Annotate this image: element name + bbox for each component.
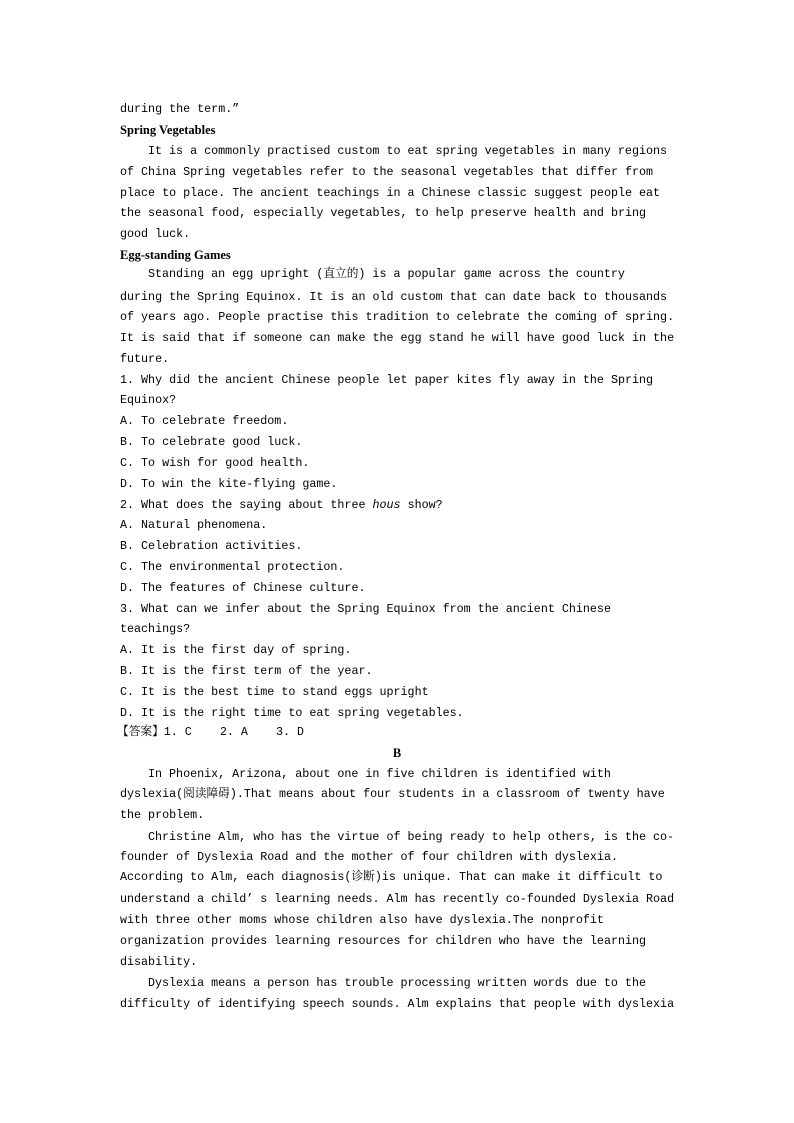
text-line [120, 456, 309, 470]
text-line [120, 186, 660, 200]
text-span: of China Spring vegetables refer to the seasonal vegetables that differ from [120, 165, 654, 179]
text-line [120, 706, 464, 720]
answer-key [117, 725, 304, 739]
italic-term: hous [372, 498, 401, 512]
text-line [120, 102, 239, 116]
section-heading [0, 746, 794, 760]
text-span: Dyslexia means a person has trouble processing written words due to the [148, 976, 646, 990]
text-span: It is a commonly practised custom to eat spring vegetables in many regions [148, 144, 668, 158]
text-line [120, 352, 169, 366]
text-line [120, 685, 429, 699]
text-span: D. The features of Chinese culture. [120, 581, 366, 595]
text-line [120, 414, 288, 428]
text-span: with three other moms whose children also have dyslexia.The nonprofit [120, 913, 604, 927]
text-span: the seasonal food, especially vegetables, to help preserve health and bring [120, 206, 647, 220]
text-span: A. It is the first day of spring. [120, 643, 352, 657]
text-span: understand a child’ s learning needs. Alm has recently co-founded Dyslexia Road [120, 892, 675, 906]
text-span: D. It is the right time to eat spring vegetables. [120, 706, 464, 720]
text-line [120, 787, 665, 801]
text-span: In Phoenix, Arizona, about one in five children is identified with [148, 767, 611, 781]
text-span: Egg-standing Games [120, 248, 231, 262]
text-line [148, 767, 611, 781]
text-line [120, 870, 662, 884]
text-span: 2. What does the saying about three [120, 498, 373, 512]
text-span: the problem. [120, 808, 205, 822]
text-span: 3. What can we infer about the Spring Equinox from the ancient Chinese [120, 602, 611, 616]
text-span: B. To celebrate good luck. [120, 435, 303, 449]
text-span: Standing an egg upright (直立的) is a popular game across the country [148, 267, 625, 281]
text-line [120, 892, 674, 906]
text-line [120, 393, 176, 407]
text-line [120, 331, 674, 345]
text-span: Christine Alm, who has the virtue of being ready to help others, is the co- [148, 830, 675, 844]
text-span: D. To win the kite-flying game. [120, 477, 338, 491]
text-span: dyslexia(阅读障碍).That means about four students in a classroom of twenty have [120, 787, 665, 801]
text-span: Equinox? [120, 393, 177, 407]
text-span: disability. [120, 955, 198, 969]
text-line [120, 435, 302, 449]
text-line [120, 227, 190, 241]
text-span: 【答案】1. C 2. A 3. D [117, 725, 305, 739]
section-heading [120, 248, 231, 262]
text-span: of years ago. People practise this tradition to celebrate the coming of spring. [120, 310, 675, 324]
text-line [148, 144, 667, 158]
text-span: C. It is the best time to stand eggs upright [120, 685, 429, 699]
text-span: show? [400, 498, 443, 512]
text-line [120, 643, 351, 657]
text-line [120, 165, 653, 179]
text-line [120, 808, 204, 822]
text-span: B. It is the first term of the year. [120, 664, 373, 678]
text-line [120, 934, 646, 948]
text-span: C. The environmental protection. [120, 560, 345, 574]
text-span: during the term.” [120, 102, 240, 116]
text-line [120, 498, 443, 512]
text-line [120, 850, 618, 864]
text-line [120, 290, 667, 304]
text-span: 1. Why did the ancient Chinese people let paper kites fly away in the Spring [120, 373, 654, 387]
text-line [120, 581, 365, 595]
text-span: According to Alm, each diagnosis(诊断)is unique. That can make it difficult to [120, 870, 663, 884]
text-span: place to place. The ancient teachings in a Chinese classic suggest people eat [120, 186, 661, 200]
text-span: during the Spring Equinox. It is an old custom that can date back to thousands [120, 290, 668, 304]
text-line [120, 602, 611, 616]
text-line [120, 373, 653, 387]
text-line [120, 560, 344, 574]
text-line [120, 518, 267, 532]
text-span: future. [120, 352, 170, 366]
text-span: difficulty of identifying speech sounds. Alm explains that people with dyslexia [120, 997, 675, 1011]
text-line [120, 310, 674, 324]
text-span: teachings? [120, 622, 191, 636]
text-span: good luck. [120, 227, 191, 241]
text-line [120, 913, 604, 927]
text-line [120, 955, 197, 969]
text-line [148, 830, 674, 844]
text-line [148, 976, 646, 990]
text-span: A. Natural phenomena. [120, 518, 268, 532]
section-heading [120, 123, 216, 137]
text-span: It is said that if someone can make the egg stand he will have good luck in the [120, 331, 675, 345]
text-span: B [392, 746, 402, 760]
text-line [120, 622, 190, 636]
text-span: A. To celebrate freedom. [120, 414, 289, 428]
text-line [120, 477, 337, 491]
text-span: organization provides learning resources for children who have the learning [120, 934, 647, 948]
text-line [120, 664, 373, 678]
text-line [120, 206, 646, 220]
text-line [120, 539, 302, 553]
text-line [148, 267, 625, 281]
text-line [120, 997, 674, 1011]
text-span: founder of Dyslexia Road and the mother of four children with dyslexia. [120, 850, 618, 864]
text-span: B. Celebration activities. [120, 539, 303, 553]
text-span: Spring Vegetables [120, 123, 216, 137]
text-span: C. To wish for good health. [120, 456, 310, 470]
